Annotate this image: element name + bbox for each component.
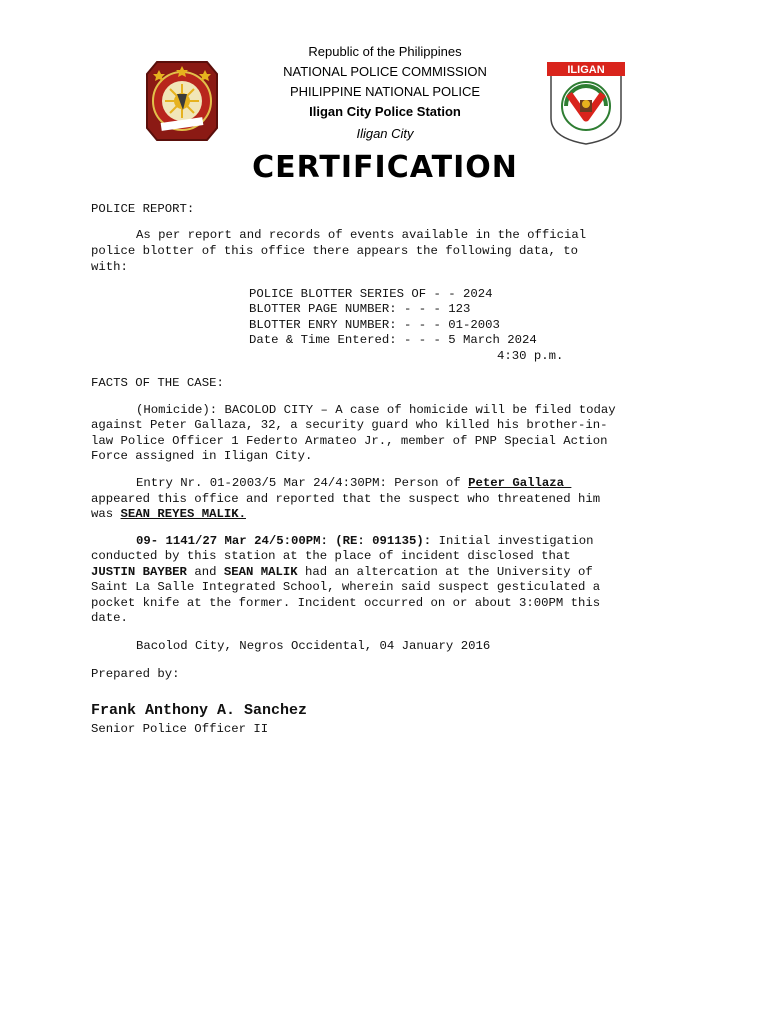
para1-line1: (Homicide): BACOLOD CITY – A case of homicide will be filed today (136, 403, 616, 417)
place-date: Bacolod City, Negros Occidental, 04 January 2016 (136, 639, 491, 653)
blotter-time: 4:30 p.m. (497, 349, 564, 363)
suspect-name: SEAN REYES MALIK. (120, 507, 246, 521)
person-name-justin: JUSTIN BAYBER (91, 565, 187, 579)
para1-line3: law Police Officer 1 Federto Armateo Jr., member of PNP Special Action (91, 434, 608, 448)
police-report-label: POLICE REPORT: (91, 202, 195, 216)
para2-line1 (136, 476, 571, 492)
iligan-banner-text: ILIGAN (567, 64, 605, 76)
blotter-date: Date & Time Entered: - - - 5 March 2024 (249, 333, 537, 347)
header-napolcom: NATIONAL POLICE COMMISSION (283, 64, 487, 79)
para3-line1-rest: Initial investigation (431, 534, 594, 548)
header-republic: Republic of the Philippines (308, 44, 462, 59)
header-pnp: PHILIPPINE NATIONAL POLICE (290, 84, 480, 99)
para3-line2: conducted by this station at the place of incident disclosed that (91, 549, 571, 563)
signatory-position: Senior Police Officer II (91, 722, 269, 736)
blotter-entry: BLOTTER ENRY NUMBER: - - - 01-2003 (249, 318, 500, 332)
para3-line4: Saint La Salle Integrated School, wherein said suspect gesticulated a (91, 580, 601, 594)
para3-reference: 09- 1141/27 Mar 24/5:00PM: (RE: 091135): (136, 534, 432, 548)
para2-line2: appeared this office and reported that the suspect who threatened him (91, 492, 601, 506)
person-name-peter: Peter Gallaza (468, 476, 572, 490)
para3-line6: date. (91, 611, 128, 625)
person-name-sean: SEAN MALIK (223, 565, 298, 579)
header-city: Iligan City (356, 126, 414, 141)
para3-line3 (91, 565, 593, 581)
para3-line3-rest: had an altercation at the University of (297, 565, 593, 579)
para3-line1 (136, 534, 594, 550)
header-station: Iligan City Police Station (309, 104, 461, 119)
facts-label: FACTS OF THE CASE: (91, 376, 224, 390)
blotter-page: BLOTTER PAGE NUMBER: - - - 123 (249, 302, 471, 316)
para2-line3 (91, 507, 246, 523)
para3-line5: pocket knife at the former. Incident occurred on or about 3:00PM this (91, 596, 601, 610)
intro-line-2: police blotter of this office there appears the following data, to (91, 244, 579, 258)
intro-line-1: As per report and records of events available in the official (136, 228, 587, 242)
intro-line-3: with: (91, 260, 128, 274)
para3-and: and (186, 565, 224, 579)
para1-line2: against Peter Gallaza, 32, a security guard who killed his brother-in- (91, 418, 608, 432)
prepared-by-label: Prepared by: (91, 667, 180, 681)
blotter-series: POLICE BLOTTER SERIES OF - - 2024 (249, 287, 493, 301)
para2-line3-text: was (91, 507, 121, 521)
signatory-name: Frank Anthony A. Sanchez (91, 702, 308, 719)
para2-line1-text: Entry Nr. 01-2003/5 Mar 24/4:30PM: Person of (136, 476, 469, 490)
document-title: CERTIFICATION (252, 150, 518, 185)
para1-line4: Force assigned in Iligan City. (91, 449, 313, 463)
